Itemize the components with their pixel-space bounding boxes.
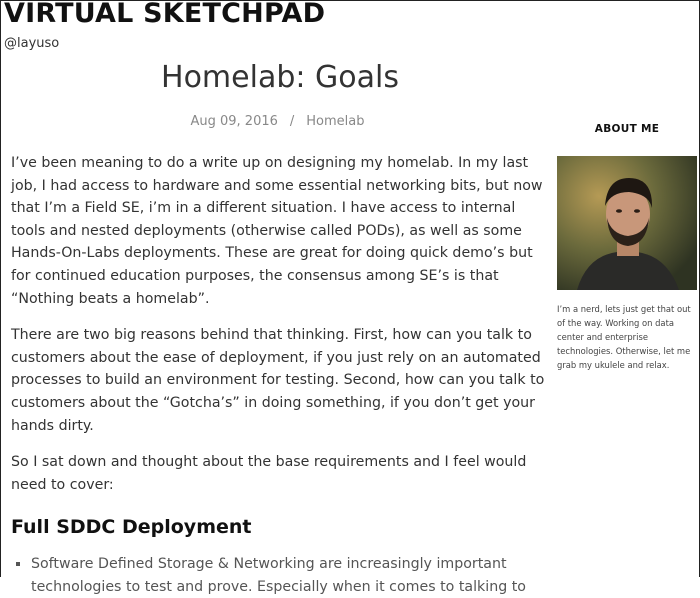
post-paragraph-1: I’ve been meaning to do a write up on designing my homelab. In my last job, I had access to hardware and some essential networking bits, but now that I’m a Field SE, i’m in a different situation. I have access to internal tools and nested deployments (otherwise called PODs), as well as some Hands-On-Labs deployments. These are great for doing quick demo’s but for continued education purposes, the consensus among SE’s is that “Nothing beats a homelab”. — [11, 155, 543, 307]
about-me-heading: ABOUT ME — [594, 123, 660, 135]
post-date: Aug 09, 2016 — [190, 114, 278, 129]
post-meta — [0, 114, 555, 129]
post-paragraph-3: So I sat down and thought about the base requirements and I feel would need to cover: — [11, 454, 527, 493]
requirements-list — [11, 553, 547, 598]
meta-separator: / — [289, 114, 295, 129]
section-heading: Full SDDC Deployment — [11, 516, 252, 539]
site-handle: @layuso — [4, 36, 60, 51]
post-content — [11, 152, 547, 598]
post-paragraph-2: There are two big reasons behind that thinking. First, how can you talk to customers about the ease of deployment, if you just rely on an automated processes to build an environment for testing. Second, how can you talk to customers about the “Gotcha’s” in doing something, if you don’t get your hands dirty. — [11, 327, 545, 434]
post-title: Homelab: Goals — [161, 60, 399, 95]
site-title[interactable]: VIRTUAL SKETCHPAD — [4, 0, 326, 29]
avatar — [557, 156, 697, 290]
about-me-bio: I’m a nerd, lets just get that out of the way. Working on data center and enterprise technologies. Otherwise, let me grab my ukulele and relax. — [557, 304, 691, 370]
list-item: ▪ Software Defined Storage & Networking are increasingly important technologies to test and prove. Especially when it comes to talking to — [31, 553, 547, 598]
post-category-link[interactable]: Homelab — [306, 114, 365, 129]
